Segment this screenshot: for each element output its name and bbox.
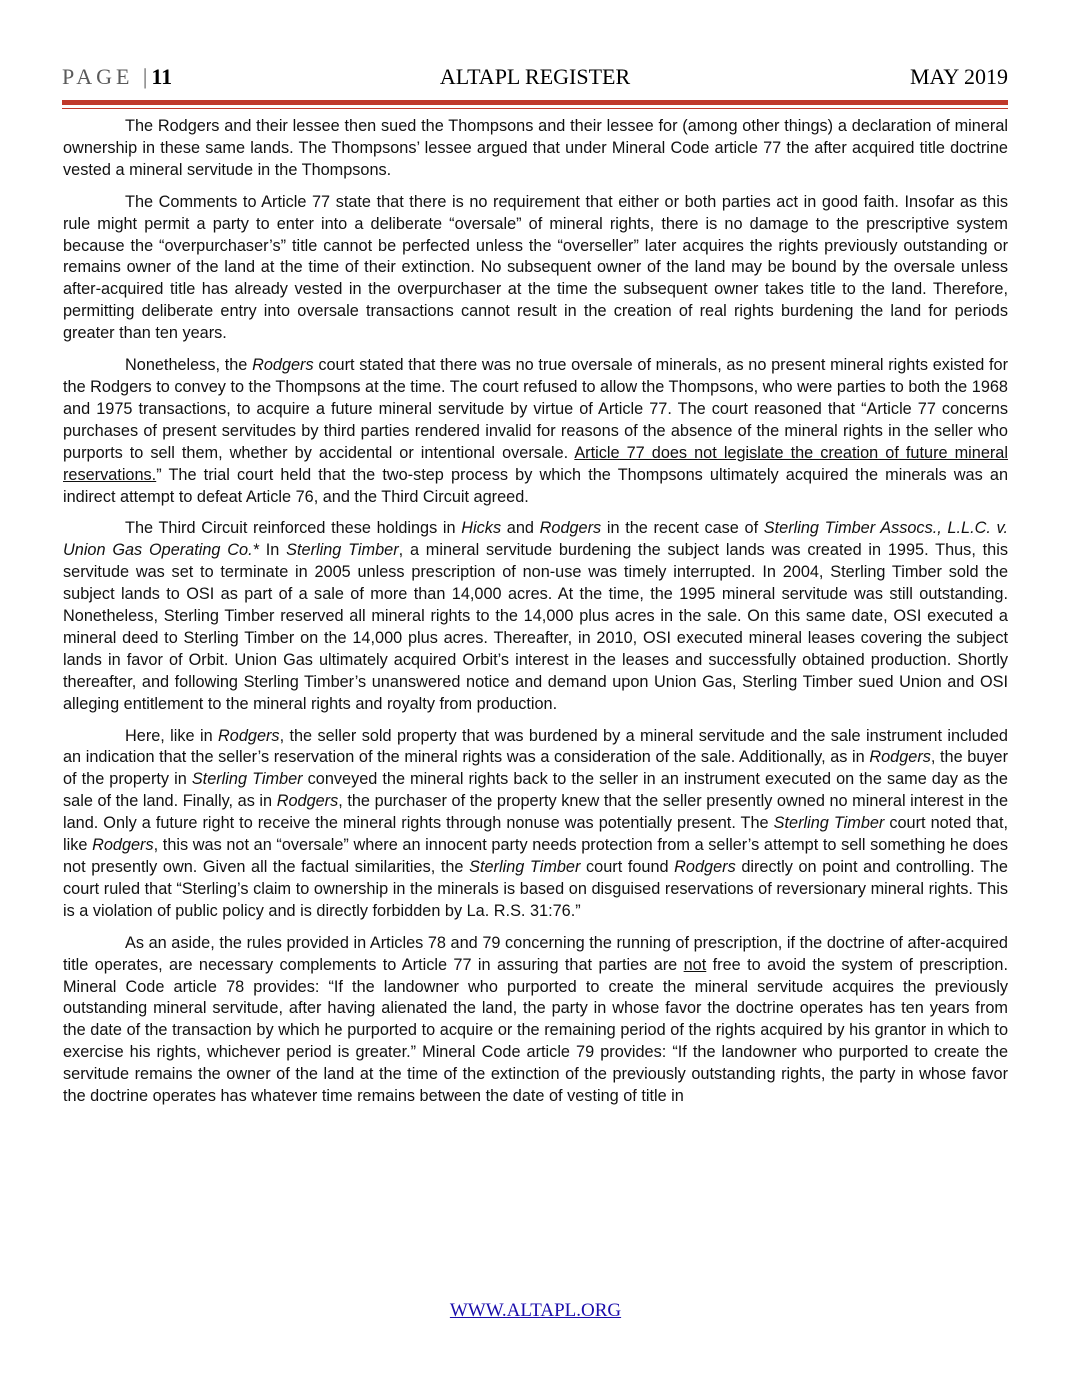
text-run: , the buyer of the property in <box>63 748 1009 789</box>
text-run: court found <box>580 858 675 876</box>
text-run: Nonetheless, the <box>125 356 253 375</box>
case-name: Sterling Timber <box>773 814 885 833</box>
underlined-text: not <box>683 955 707 974</box>
article-body <box>63 116 1008 1118</box>
text-run: , the seller sold property that was burdened by a mineral servitude and the sale instrument included an indication that the seller’s reservation of the mineral rights was a consideration of the sale. Additionally, as in <box>63 726 1008 767</box>
issue-date: MAY 2019 <box>909 64 1008 89</box>
text-run: ” The trial court held that the two-step process by which the Thompsons ultimately acquired the minerals was an indirect attempt to defeat Article 76, and the Third Circuit agreed. <box>63 465 1008 506</box>
page-header <box>62 64 1008 94</box>
text-run: in the recent case of <box>601 519 764 538</box>
case-name: Rodgers <box>252 356 314 375</box>
header-rule <box>62 100 1008 105</box>
paragraph-5 <box>63 726 1008 923</box>
text-run: , the purchaser of the property knew that the seller presently owned no mineral interest in the land. Only a future right to receive the mineral rights through nonuse was potentially present. The <box>63 792 1008 833</box>
paragraph-1: The Rodgers and their lessee then sued the Thompsons and their lessee for (among other things) a declaration of mineral ownership in these same lands. The Thompsons’ lessee argued that under Mineral Code article 77 the after acquired title doctrine vested a mineral servitude in the Thompsons. <box>63 117 1008 179</box>
text-run: court stated that there was no true oversale of minerals, as no present mineral rights existed for the Rodgers to convey to the Thompsons at the time. The court refused to allow the Thompsons, who were parties to both the 1968 and 1975 transactions, to acquire a future mineral servitude by virtue of Article 77. The court reasoned that “Article 77 concerns purchases of present servitudes by third parties rendered invalid for reasons of the absence of the mineral rights in the seller who purports to sell them, whether by accidental or intentional oversale. <box>63 356 1009 462</box>
text-run: free to avoid the system of prescription. Mineral Code article 78 provides: “If the landowner who purported to create the mineral servitude acquires the previously outstanding mineral servitude, after having alienated the land, the party in whose favor the doctrine operates has ten years from the date of the transaction by which he purported to acquire or the remaining period of the rights acquired by his grantor in which to exercise his rights, whichever period is greater.” Mineral Code article 79 provides: “If the landowner who purported to create the servitude remains the owner of the land at the time of the extinction of the previously outstanding rights, the party in whose favor the doctrine operates has whatever time remains between the date of vesting of title in <box>63 955 1008 1106</box>
case-name: Rodgers <box>539 519 602 538</box>
case-name: Sterling Timber <box>191 770 303 789</box>
underlined-text: Article 77 does not legislate the creation of future mineral reservations. <box>63 443 1008 484</box>
paragraph-3 <box>63 355 1008 508</box>
text-run: , this was not an “oversale” where an innocent party needs protection from a seller’s attempt to sell something he does not presently own. Given all the factual similarities, the <box>63 836 1008 876</box>
paragraph-4 <box>63 518 1008 715</box>
case-name: Rodgers <box>92 836 154 855</box>
publication-title: ALTAPL REGISTER <box>439 64 631 89</box>
case-name: Rodgers <box>869 748 931 767</box>
text-run: directly on point and controlling. The court ruled that “Sterling’s claim to ownership in the minerals is based on disguised reservations of reversionary mineral rights. This is a violation of public policy and is directly forbidden by La. R.S. 31:76.” <box>63 858 1008 920</box>
case-name: Sterling Timber <box>286 541 399 560</box>
case-name: Sterling Timber Assocs., L.L.C. v. Union Gas Operating Co.* <box>63 519 1009 560</box>
paragraph-2: The Comments to Article 77 state that there is no requirement that either or both parties act in good faith. Insofar as this rule might permit a party to enter into a deliberate “oversale” of mineral rights, there is no damage to the prescriptive system because the “overpurchaser’s” title cannot be perfected unless the “overseller” later acquires the rights previously outstanding or remains owner of the land at the time of their extinction. No subsequent owner of the land may be bound by the oversale unless after-acquired title has already vested in the overpurchaser at the time the subsequent owner takes title to the land. Therefore, permitting deliberate entry into oversale transactions cannot result in the creation of real rights burdening the land for periods greater than ten years. <box>63 192 1008 343</box>
case-name: Rodgers <box>218 726 280 745</box>
text-run: , a mineral servitude burdening the subject lands was created in 1995. Thus, this servitude was set to terminate in 2005 unless prescription of non-use was timely interrupted. In 2004, Sterling Timber sold the subject lands to OSI as part of a sale of more than 14,000 acres. At the time, the 1995 mineral servitude was still outstanding. Nonetheless, Sterling Timber reserved all mineral rights to the 14,000 plus acres in the sale. On this same date, OSI executed a mineral deed to Sterling Timber on the 14,000 plus acres. Thereafter, in 2010, OSI executed mineral leases covering the subject lands in favor of Orbit. Union Gas ultimately acquired Orbit’s interest in the leases and successfully obtained production. Shortly thereafter, and following Sterling Timber’s unanswered notice and demand upon Union Gas, Sterling Timber sued Union and OSI alleging entitlement to the mineral rights and royalty from production. <box>63 541 1008 713</box>
case-name: Rodgers <box>276 792 339 811</box>
page-label: PAGE | <box>62 64 152 89</box>
case-name: Rodgers <box>674 858 736 876</box>
text-run: court noted that, like <box>63 814 1008 855</box>
header-rule-thin <box>62 108 1008 109</box>
text-run: Here, like in <box>125 726 219 745</box>
page-number: 11 <box>151 64 173 89</box>
page-footer <box>0 1300 1071 1322</box>
case-name: Hicks <box>461 519 502 538</box>
case-name: Sterling Timber <box>469 858 581 876</box>
text-run: In <box>258 541 287 560</box>
website-link[interactable]: WWW.ALTAPL.ORG <box>449 1300 622 1321</box>
text-run: and <box>501 519 540 538</box>
text-run: conveyed the mineral rights back to the seller in an instrument executed on the same day as the sale of the land. Finally, as in <box>63 770 1008 811</box>
text-run: As an aside, the rules provided in Articles 78 and 79 concerning the running of prescription, if the doctrine of after-acquired title operates, are necessary complements to Article 77 in assuring that parties are <box>63 933 1008 974</box>
paragraph-6 <box>63 933 1008 1108</box>
text-run: The Third Circuit reinforced these holdings in <box>125 519 462 538</box>
